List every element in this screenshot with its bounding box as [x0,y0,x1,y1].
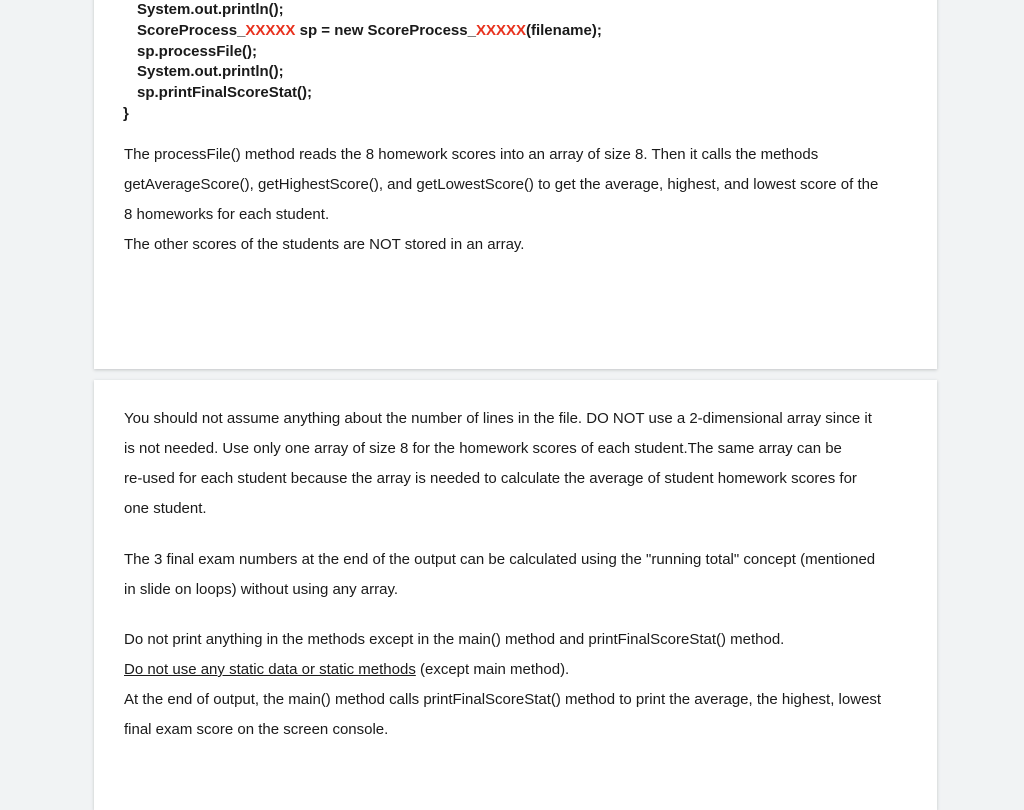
document-page-1 [94,0,937,369]
underlined-static-warning: Do not use any static data or static methods [124,661,416,678]
text-line: The other scores of the students are NOT stored in an array. [124,236,525,253]
static-warning-rest: (except main method). [415,661,570,678]
code-line-new-scoreprocess [137,21,602,42]
text-line: in slide on loops) without using any array. [124,581,399,598]
text-line: You should not assume anything about the number of lines in the file. DO NOT use a 2-dimensional array since it [124,410,872,427]
text-line: At the end of output, the main() method calls printFinalScoreStat() method to print the average, the highest, lowest [124,691,882,708]
text-line: The processFile() method reads the 8 homework scores into an array of size 8. Then it calls the methods [124,146,819,163]
text-line: final exam score on the screen console. [124,721,389,738]
text-line: one student. [124,500,207,517]
code-line-println-2: System.out.println(); [137,63,284,80]
text-line: The 3 final exam numbers at the end of the output can be calculated using the "running total" concept (mentioned [124,551,876,568]
text-line: is not needed. Use only one array of size 8 for the homework scores of each student.The same array can be [124,440,842,457]
text-line [124,655,914,685]
array-instructions [124,404,914,524]
printing-instructions [124,625,914,745]
running-total-instructions [124,545,914,605]
text-line: re-used for each student because the array is needed to calculate the average of student homework scores for [124,470,857,487]
code-constructor: sp = new ScoreProcess_ [295,22,476,39]
processfile-description [124,140,914,260]
code-line-println-1: System.out.println(); [137,1,284,18]
code-line-processfile: sp.processFile(); [137,43,258,60]
code-class-prefix: ScoreProcess_ [137,22,246,39]
code-line-printfinalscorestat: sp.printFinalScoreStat(); [137,84,313,101]
placeholder-red-1: XXXXX [245,22,296,39]
placeholder-red-2: XXXXX [475,22,526,39]
document-page-2 [94,380,937,810]
text-line: Do not print anything in the methods except in the main() method and printFinalScoreStat() method. [124,631,785,648]
code-closing-brace: } [123,105,129,122]
text-line: 8 homeworks for each student. [124,206,330,223]
text-line: getAverageScore(), getHighestScore(), and getLowestScore() to get the average, highest, and lowest score of the [124,176,879,193]
code-args: (filename); [525,22,602,39]
